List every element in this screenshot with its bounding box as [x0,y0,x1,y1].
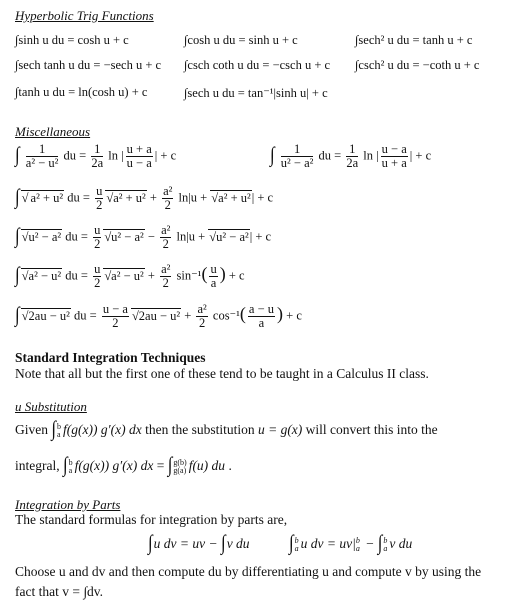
misc-formula-2-arg: $\frac{u - a}{u + a}$ [381,142,407,171]
hyperbolic-formula-1: ∫sinh u du = cosh u + c [15,33,129,47]
parts-title: Integration by Parts [15,497,121,512]
misc-formula-3: ∫ √ a² + u² du = $\frac{u}{2}$ √a² + u² + $\frac{\text{a²}}{2}$ ln|u + √a² + u²| + c [15,184,274,213]
usub-convert: will convert this into the [305,422,438,437]
misc-formula-2-coef: $\frac{1}{2a}$ [346,142,359,171]
misc-formula-5: ∫ √a² − u² du = $\frac{u}{2}$ √a² − u² + $\frac{\text{a²}}{2}$ sin⁻¹( $\frac{u}{a}$ ) + c [15,262,245,291]
misc-formula-1-du: du = [63,148,87,163]
misc-formula-1-integrand: $\frac{1}{\text{a² − u²}}$ [25,142,59,171]
usub-line-2: integral, ∫ b a f(g(x)) g′(x) dx = ∫ g(b) g(a) f(u) du . [15,452,232,477]
misc-title: Miscellaneous [15,124,91,139]
parts-choose: Choose u and dv and then compute du by differentiating u and compute v by using the [15,564,482,579]
hyperbolic-formula-2: ∫cosh u du = sinh u + c [184,33,298,47]
hyperbolic-title: Hyperbolic Trig Functions [15,8,154,23]
parts-formula-2: ∫ b a u dv = uv| b a − ∫ b a v du [289,530,413,555]
hyperbolic-formula-6: ∫csch² u du = −coth u + c [355,58,480,72]
misc-formula-4: ∫ √u² − a² du = $\frac{u}{2}$ √u² − a² − $\frac{\text{a²}}{2}$ ln|u + √u² − a²| + c [15,223,272,252]
parts-formula-1: ∫u dv = uv − ∫v du [148,530,250,555]
misc-formula-1: ∫ $\frac{1}{\text{a² − u²}}$ du = $\frac{1}{2a}$ ln | $\frac{u + a}{u - a}$ | + c [15,142,177,171]
standard-title: Standard Integration Techniques [15,350,206,365]
usub-title: u Substitution [15,399,87,414]
misc-formula-2-integrand: $\frac{1}{\text{u² − a²}}$ [280,142,314,171]
parts-intro: The standard formulas for integration by parts are, [15,512,288,527]
usub-then: then the substitution [145,422,255,437]
usub-given: Given [15,422,48,437]
misc-formula-2: ∫ $\frac{1}{\text{u² − a²}}$ du = $\frac{1}{2a}$ ln | $\frac{u - a}{u + a}$ | + c [270,142,432,171]
parts-fact: fact that v = ∫dv. [15,584,104,599]
hyperbolic-formula-7: ∫tanh u du = ln(cosh u) + c [15,85,148,99]
hyperbolic-formula-8: ∫sech u du = tan⁻¹|sinh u| + c [184,86,328,100]
usub-integral-label: integral, [15,458,60,473]
hyperbolic-formula-3: ∫sech² u du = tanh u + c [355,33,473,47]
misc-formula-6: ∫ √2au − u² du = $\frac{u - a}{2}$ √2au − u² + $\frac{\text{a²}}{2}$ cos⁻¹( $\frac{a - u}{a}$ ) + c [15,302,302,331]
hyperbolic-formula-4: ∫sech tanh u du = −sech u + c [15,58,162,72]
standard-note: Note that all but the first one of these tend to be taught in a Calculus II class. [15,366,429,381]
usub-line-1: Given ∫ b a f(g(x)) g′(x) dx then the substitution u = g(x) will convert this into the [15,416,438,441]
misc-formula-1-arg: $\frac{u + a}{u - a}$ [126,142,152,171]
hyperbolic-formula-5: ∫csch coth u du = −csch u + c [184,58,331,72]
misc-formula-1-coef: $\frac{1}{2a}$ [91,142,104,171]
